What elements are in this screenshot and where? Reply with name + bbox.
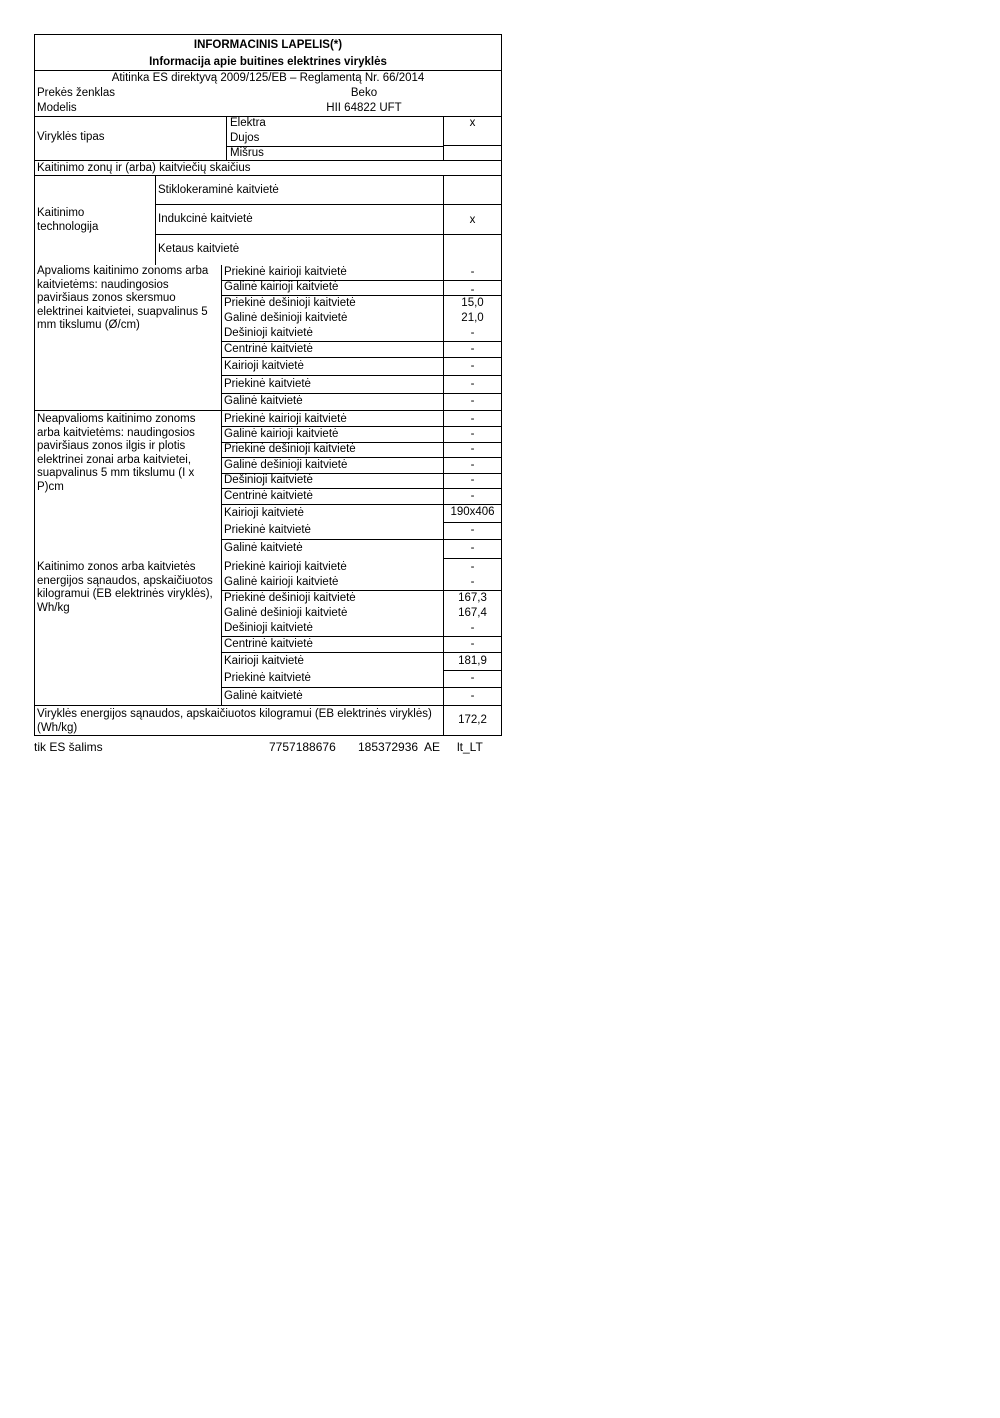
cooker-type-option: Mišrus [230, 147, 264, 159]
divider [221, 457, 502, 458]
sheet-title: INFORMACINIS LAPELIS(*) [193, 39, 343, 51]
round-zone-label: Galinė kairioji kaitvietė [224, 281, 339, 293]
divider [34, 705, 502, 706]
round-zone-value: 21,0 [461, 312, 484, 324]
divider [443, 145, 502, 146]
round-zone-label: Kairioji kaitvietė [224, 360, 304, 372]
nonround-zone-value: - [470, 524, 475, 536]
energy-zone-label: Priekinė dešinioji kaitvietė [224, 592, 356, 604]
divider [34, 116, 502, 117]
divider [221, 357, 502, 358]
round-zone-value: - [470, 327, 475, 339]
energy-zone-label: Kairioji kaitvietė [224, 655, 304, 667]
divider [221, 375, 502, 376]
round-zone-value: - [470, 395, 475, 407]
divider [155, 234, 502, 235]
divider [221, 488, 502, 489]
nonround-zone-value: - [470, 490, 475, 502]
nonround-zone-value: 190x406 [450, 506, 495, 518]
brand-value: Beko [350, 87, 378, 99]
energy-zone-label: Galinė kairioji kaitvietė [224, 576, 339, 588]
energy-zone-label: Centrinė kaitvietė [224, 638, 313, 650]
nonround-zone-label: Galinė kairioji kaitvietė [224, 428, 339, 440]
divider [226, 116, 227, 160]
divider [155, 204, 502, 205]
energy-zone-value: 181,9 [458, 655, 487, 667]
nonround-zone-value: - [470, 474, 475, 486]
energy-zone-value: - [470, 672, 475, 684]
cooker-type-option: Dujos [230, 132, 260, 144]
model-label: Modelis [37, 102, 77, 114]
round-zone-label: Priekinė kairioji kaitvietė [224, 266, 347, 278]
divider [34, 410, 502, 411]
divider [443, 670, 502, 671]
footer-code2: 185372936 [358, 740, 419, 754]
round-zone-label: Priekinė dešinioji kaitvietė [224, 297, 356, 309]
nonround-zone-label: Centrinė kaitvietė [224, 490, 313, 502]
cooker-type-value: x [469, 117, 476, 129]
divider [221, 426, 502, 427]
energy-zone-value: 167,4 [458, 607, 487, 619]
directive-text: Atitinka ES direktyvą 2009/125/EB – Reglamentą Nr. 66/2014 [111, 72, 425, 84]
model-value: HII 64822 UFT [326, 102, 402, 114]
round-zone-label: Centrinė kaitvietė [224, 343, 313, 355]
footer-locale: lt_LT [457, 740, 483, 754]
nonround-zone-label: Dešinioji kaitvietė [224, 474, 313, 486]
energy-zone-value: - [470, 690, 475, 702]
round-zones-label: Apvalioms kaitinimo zonoms arba kaitvietėms: naudingosios paviršiaus zonos skersmuo elektrinei kaitvietei, suapvalinus 5 mm tikslumu (Ø/cm) [37, 265, 209, 331]
technology-label: Kaitinimo technologija [37, 207, 99, 233]
footer-suffix: AE [424, 740, 441, 754]
cooker-type-label: Viryklės tipas [37, 131, 105, 143]
divider [221, 265, 222, 706]
zone-count-label: Kaitinimo zonų ir (arba) kaitviečių skaičius [37, 162, 251, 174]
round-zone-value: - [470, 378, 475, 390]
divider [221, 590, 502, 591]
energy-zone-value: - [470, 561, 475, 573]
divider [221, 504, 502, 505]
technology-option: Ketaus kaitvietė [158, 243, 240, 255]
nonround-zone-value: - [470, 459, 475, 471]
total-energy-value: 172,2 [458, 714, 487, 726]
round-zone-label: Priekinė kaitvietė [224, 378, 311, 390]
round-zone-value: 15,0 [461, 297, 484, 309]
energy-zone-label: Priekinė kairioji kaitvietė [224, 561, 347, 573]
energy-zone-label: Galinė kaitvietė [224, 690, 303, 702]
divider [221, 393, 502, 394]
footer-note: tik ES šalims [34, 740, 103, 754]
round-zone-label: Dešinioji kaitvietė [224, 327, 313, 339]
divider [443, 175, 444, 280]
divider [221, 636, 502, 637]
round-zone-value: - [470, 343, 475, 355]
energy-zone-value: - [470, 622, 475, 634]
nonround-zone-value: - [470, 428, 475, 440]
energy-zone-value: - [470, 638, 475, 650]
divider [443, 558, 502, 559]
energy-zones-label: Kaitinimo zonos arba kaitvietės energijos sąnaudos, apskaičiuotos kilogramui (EB elektrinės viryklės), Wh/kg [37, 561, 213, 614]
brand-label: Prekės ženklas [37, 87, 115, 99]
energy-zone-value: 167,3 [458, 592, 487, 604]
round-zone-value: - [470, 360, 475, 372]
nonround-zone-label: Priekinė kaitvietė [224, 524, 311, 536]
nonround-zone-value: - [470, 443, 475, 455]
nonround-zone-value: - [470, 413, 475, 425]
energy-zone-label: Galinė dešinioji kaitvietė [224, 607, 348, 619]
divider [221, 341, 502, 342]
nonround-zone-label: Galinė kaitvietė [224, 542, 303, 554]
total-energy-label: Viryklės energijos sąnaudos, apskaičiuotos kilogramui (EB elektrinės viryklės) (Wh/kg) [37, 708, 432, 734]
nonround-zone-label: Priekinė kairioji kaitvietė [224, 413, 347, 425]
divider [443, 522, 502, 523]
sheet-subtitle: Informacija apie buitines elektrines viryklės [149, 56, 387, 68]
footer-code1: 7757188676 [269, 740, 336, 754]
nonround-zones-label: Neapvalioms kaitinimo zonoms arba kaitvietėms: naudingosios paviršiaus zonos ilgis ir plotis elektrinei zonai arba kaitvietei, suapvalinus 5 mm tikslumu (I x P)cm [37, 413, 196, 493]
divider [221, 687, 502, 688]
divider [221, 652, 502, 653]
divider [34, 70, 502, 71]
technology-value: x [469, 214, 476, 226]
nonround-zone-label: Galinė dešinioji kaitvietė [224, 459, 348, 471]
divider [221, 295, 502, 296]
technology-option: Stiklokeraminė kaitvietė [158, 184, 279, 196]
round-zone-value: - [470, 284, 475, 296]
energy-zone-label: Priekinė kaitvietė [224, 672, 311, 684]
nonround-zone-label: Kairioji kaitvietė [224, 507, 304, 519]
technology-option: Indukcinė kaitvietė [158, 213, 253, 225]
energy-zone-label: Dešinioji kaitvietė [224, 622, 313, 634]
nonround-zone-label: Priekinė dešinioji kaitvietė [224, 443, 356, 455]
energy-zone-value: - [470, 576, 475, 588]
divider [34, 160, 502, 161]
divider [155, 175, 156, 265]
round-zone-label: Galinė dešinioji kaitvietė [224, 312, 348, 324]
round-zone-value: - [470, 266, 475, 278]
divider [34, 175, 502, 176]
round-zone-label: Galinė kaitvietė [224, 395, 303, 407]
cooker-type-option: Elektra [230, 117, 266, 129]
nonround-zone-value: - [470, 542, 475, 554]
divider [221, 539, 502, 540]
